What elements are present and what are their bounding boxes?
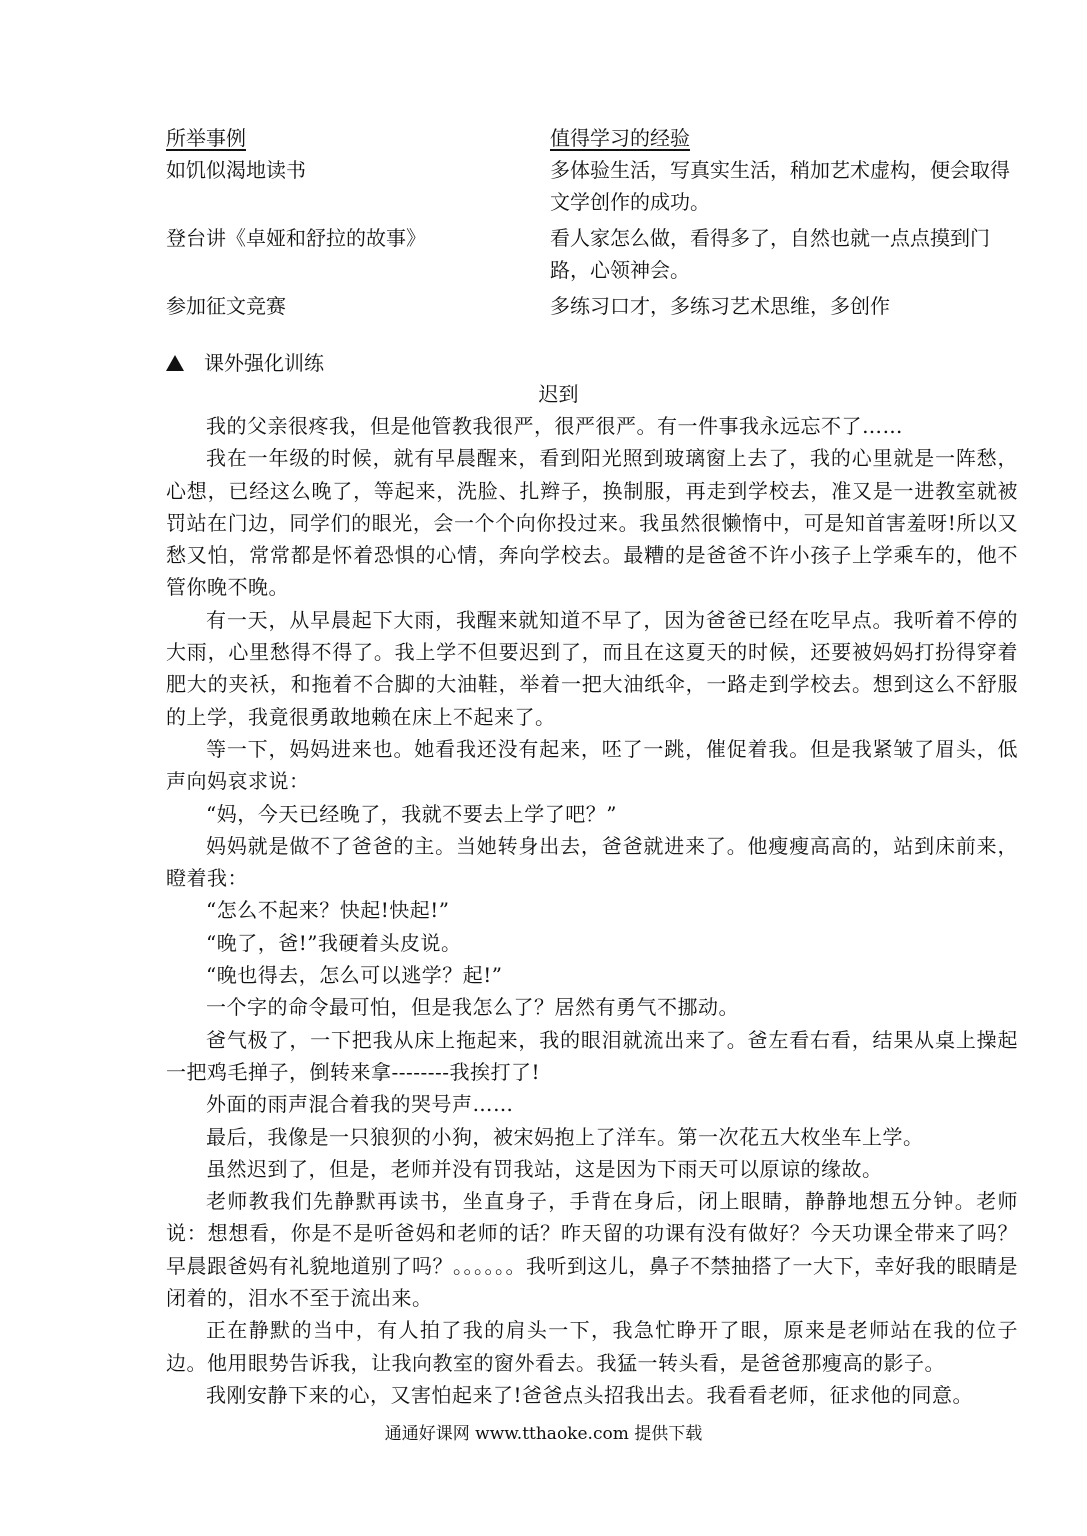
paragraph: 爸气极了，一下把我从床上拖起来，我的眼泪就流出来了。爸左看右看，结果从桌上操起一把鸡毛掸子，倒转来拿--------我挨打了! <box>166 1027 1018 1084</box>
paragraph: “妈，今天已经晚了，我就不要去上学了吧？” <box>206 801 617 826</box>
story-title: 迟到 <box>538 382 579 406</box>
table-row <box>166 222 1026 286</box>
table-row <box>166 154 1026 218</box>
row-experience: 多体验生活，写真实生活，稍加艺术虚构，便会取得文学创作的成功。 <box>550 158 1010 214</box>
story-body <box>166 410 1018 1411</box>
row-example: 参加征文竞赛 <box>166 294 286 318</box>
paragraph: 我的父亲很疼我，但是他管教我很严，很严很严。有一件事我永远忘不了…… <box>206 414 903 438</box>
paragraph: 等一下，妈妈进来也。她看我还没有起来，呸了一跳，催促着我。但是我紧皱了眉头，低声向妈哀求说： <box>166 736 1018 794</box>
row-example: 如饥似渴地读书 <box>166 158 306 182</box>
paragraph: 有一天，从早晨起下大雨，我醒来就知道不早了，因为爸爸已经在吃早点。我听着不停的大雨，心里愁得不得了。我上学不但要迟到了，而且在这夏天的时候，还要被妈妈打扮得穿着肥大的夹袄，和拖着不合脚的大油鞋，举着一把大油纸伞，一路走到学校去。想到这么不舒服的上学，我竟很勇敢地赖在床上不起来了。 <box>166 607 1018 729</box>
paragraph: 老师教我们先静默再读书，坐直身子，手背在身后，闭上眼睛，静静地想五分钟。老师说：想想看，你是不是听爸妈和老师的话？昨天留的功课有没有做好？今天功课全带来了吗？早晨跟爸妈有礼貌地道别了吗？。。。。。。我听到这儿，鼻子不禁抽搭了一大下，幸好我的眼睛是闭着的，泪水不至于流出来。 <box>166 1189 1018 1311</box>
paragraph: “晚了，爸!”我硬着头皮说。 <box>206 930 462 955</box>
paragraph: 我在一年级的时候，就有早晨醒来，看到阳光照到玻璃窗上去了，我的心里就是一阵愁，心想，已经这么晚了，等起来，洗脸、扎辫子，换制服，再走到学校去，准又是一进教室就被罚站在门边，同学们的眼光，会一个个向你投过来。我虽然很懒惰中，可是知首害羞呀!所以又愁又怕，常常都是怀着恐惧的心情，奔向学校去。最糟的是爸爸不许小孩子上学乘车的，他不管你晚不晚。 <box>166 446 1018 600</box>
row-experience: 多练习口才，多练习艺术思维，多创作 <box>550 294 890 318</box>
examples-table <box>166 122 1026 322</box>
page-footer: 通通好课网 www.tthaoke.com 提供下载 <box>384 1424 703 1444</box>
section-heading <box>166 347 324 379</box>
triangle-icon <box>166 355 184 371</box>
paragraph: 最后，我像是一只狼狈的小狗，被宋妈抱上了洋车。第一次花五大枚坐车上学。 <box>206 1124 924 1149</box>
row-experience: 看人家怎么做，看得多了，自然也就一点点摸到门路，心领神会。 <box>550 226 990 282</box>
paragraph: 妈妈就是做不了爸爸的主。当她转身出去，爸爸就进来了。他瘦瘦高高的，站到床前来，瞪着我： <box>166 833 1018 891</box>
paragraph: “晚也得去，怎么可以逃学？起!” <box>206 963 503 988</box>
paragraph: 虽然迟到了，但是，老师并没有罚我站，这是因为下雨天可以原谅的缘故。 <box>206 1156 883 1181</box>
paragraph: 我刚安静下来的心，又害怕起来了!爸爸点头招我出去。我看看老师，征求他的同意。 <box>206 1382 974 1407</box>
paragraph: 一个字的命令最可怕，但是我怎么了？居然有勇气不挪动。 <box>206 995 739 1020</box>
row-example: 登台讲《卓娅和舒拉的故事》 <box>166 226 426 250</box>
paragraph: 正在静默的当中，有人拍了我的肩头一下，我急忙睁开了眼，原来是老师站在我的位子边。他用眼势告诉我，让我向教室的窗外看去。我猛一转头看，是爸爸那瘦高的影子。 <box>166 1318 1018 1375</box>
paragraph: “怎么不起来？快起!快起!” <box>206 898 450 923</box>
paragraph: 外面的雨声混合着我的哭号声…… <box>206 1092 514 1117</box>
table-row <box>166 290 1026 322</box>
header-examples: 所举事例 <box>166 126 246 150</box>
header-experience: 值得学习的经验 <box>550 126 690 150</box>
table-header <box>166 122 1026 154</box>
section-label: 课外强化训练 <box>204 351 324 375</box>
